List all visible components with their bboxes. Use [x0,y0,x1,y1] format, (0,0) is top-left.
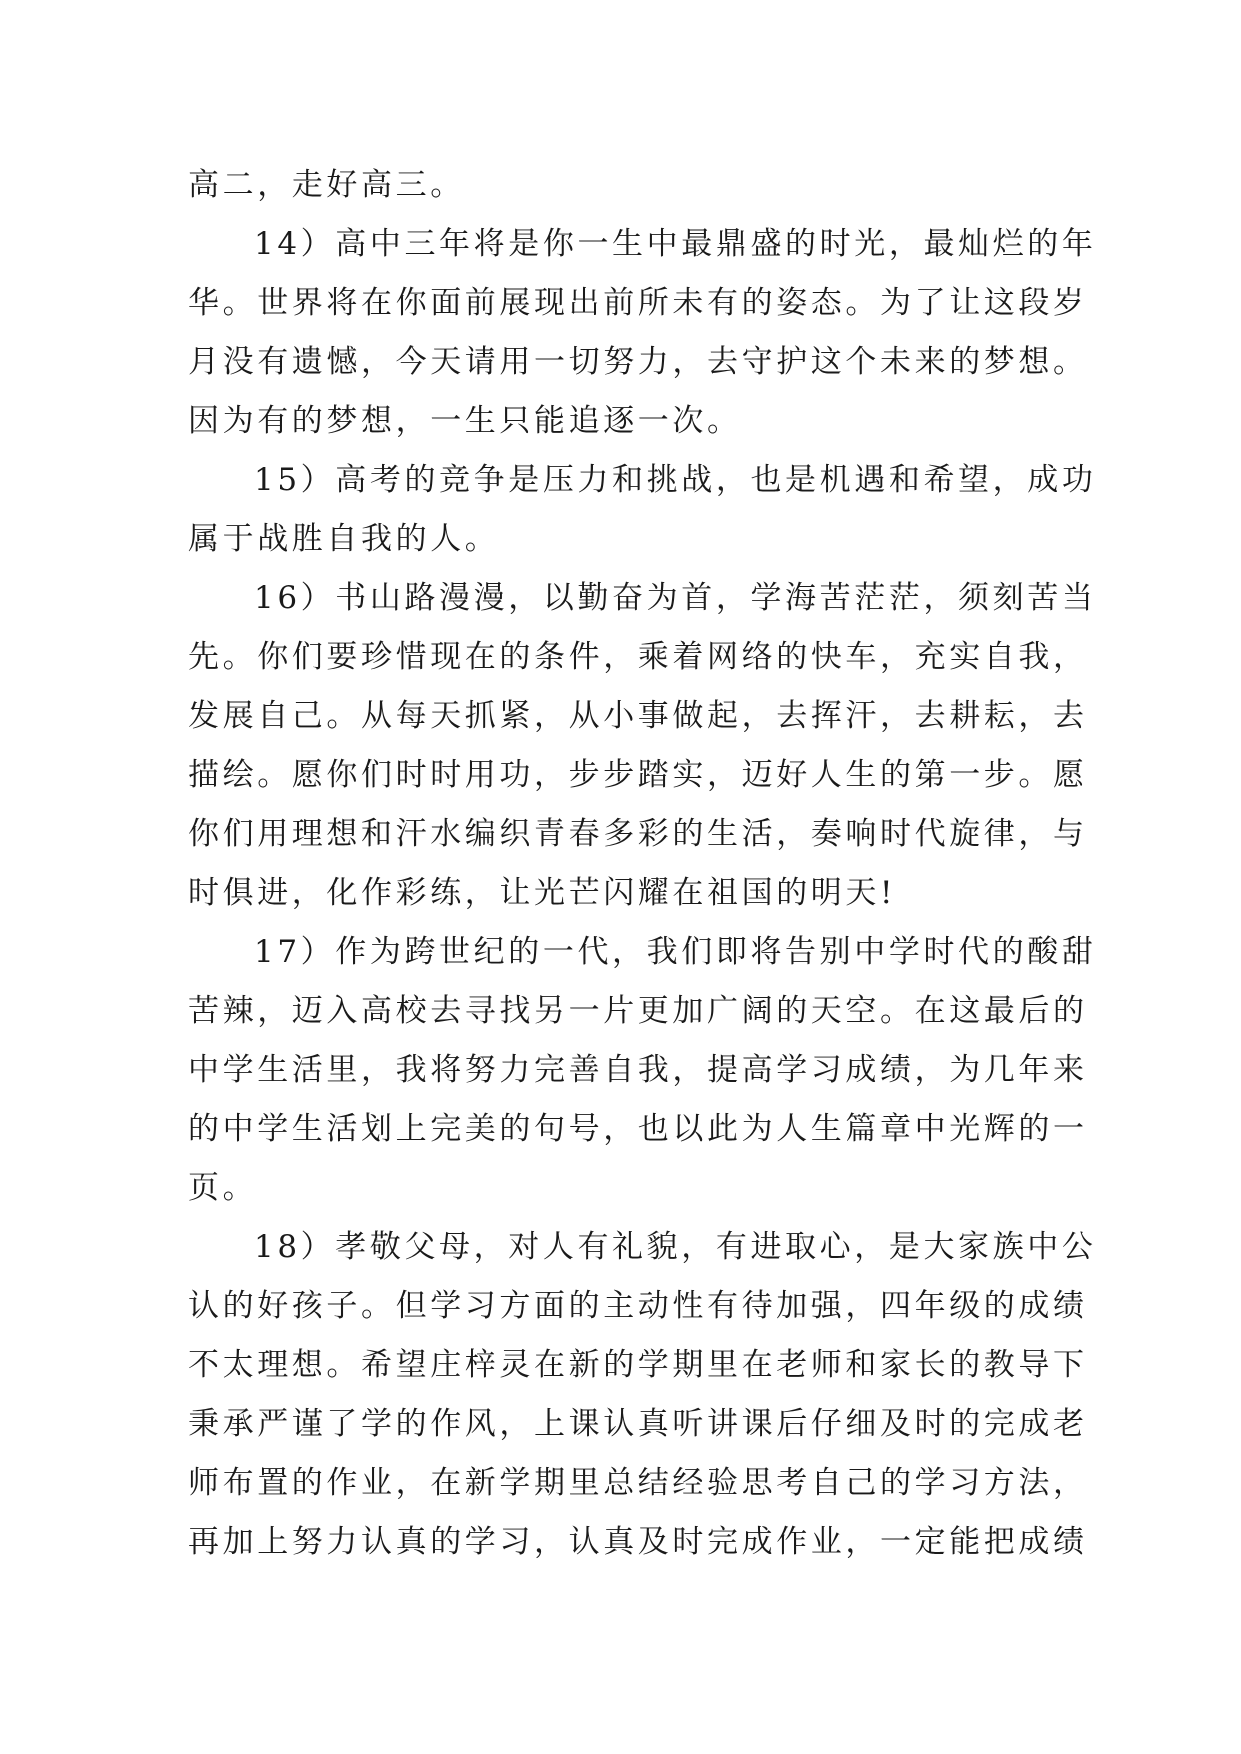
text-line: 华。世界将在你面前展现出前所未有的姿态。为了让这段岁 [188,285,1088,321]
text-line: 时俱进，化作彩练，让光芒闪耀在祖国的明天! [188,875,897,911]
text-line: 不太理想。希望庄梓灵在新的学期里在老师和家长的教导下 [188,1347,1088,1383]
text-line: 秉承严谨了学的作风，上课认真听讲课后仔细及时的完成老 [188,1406,1088,1442]
text-line: 月没有遗憾，今天请用一切努力，去守护这个未来的梦想。 [188,344,1088,380]
text-line: 高二，走好高三。 [188,167,465,203]
text-line: 因为有的梦想，一生只能追逐一次。 [188,403,742,439]
text-line: 15）高考的竞争是压力和挑战，也是机遇和希望，成功 [254,462,1097,498]
text-line: 18）孝敬父母，对人有礼貌，有进取心，是大家族中公 [254,1229,1097,1265]
text-line: 苦辣，迈入高校去寻找另一片更加广阔的天空。在这最后的 [188,993,1088,1029]
text-line: 认的好孩子。但学习方面的主动性有待加强，四年级的成绩 [188,1288,1088,1324]
text-line: 17）作为跨世纪的一代，我们即将告别中学时代的酸甜 [254,934,1097,970]
text-line: 16）书山路漫漫，以勤奋为首，学海苦茫茫，须刻苦当 [254,580,1097,616]
text-line: 师布置的作业，在新学期里总结经验思考自己的学习方法， [188,1465,1088,1501]
text-line: 页。 [188,1170,258,1206]
text-line: 的中学生活划上完美的句号，也以此为人生篇章中光辉的一 [188,1111,1088,1147]
text-line: 描绘。愿你们时时用功，步步踏实，迈好人生的第一步。愿 [188,757,1088,793]
text-line: 14）高中三年将是你一生中最鼎盛的时光，最灿烂的年 [254,226,1097,262]
text-line: 先。你们要珍惜现在的条件，乘着网络的快车，充实自我， [188,639,1088,675]
text-line: 你们用理想和汗水编织青春多彩的生活，奏响时代旋律，与 [188,816,1088,852]
text-line: 属于战胜自我的人。 [188,521,500,557]
text-line: 发展自己。从每天抓紧，从小事做起，去挥汗，去耕耘，去 [188,698,1088,734]
text-line: 再加上努力认真的学习，认真及时完成作业，一定能把成绩 [188,1524,1088,1560]
body-text [188,156,1097,1572]
text-line: 中学生活里，我将努力完善自我，提高学习成绩，为几年来 [188,1052,1088,1088]
